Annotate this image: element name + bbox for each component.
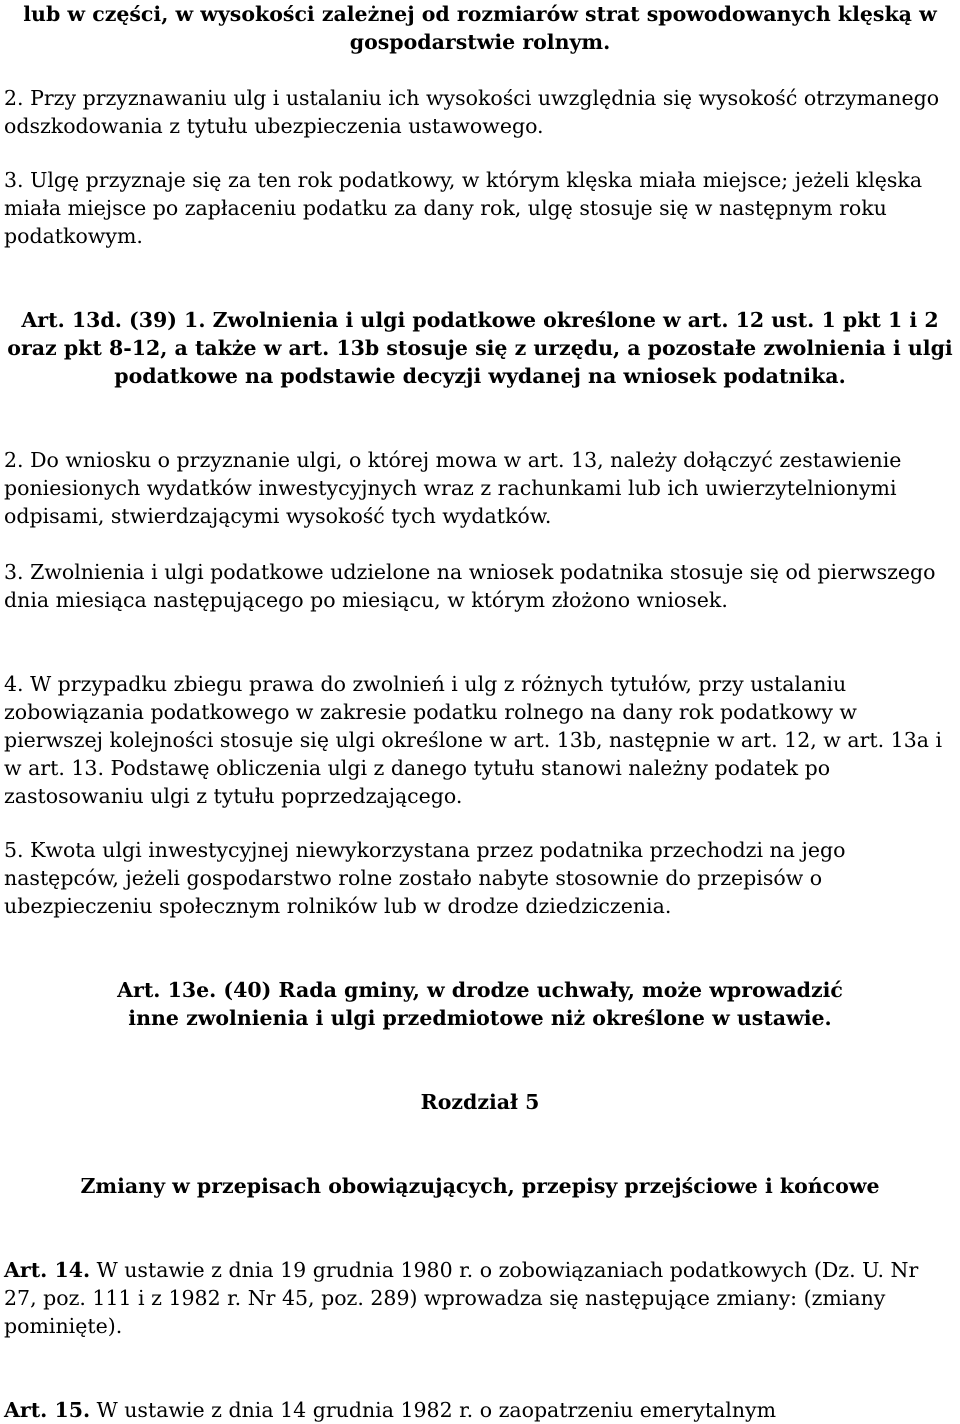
article-14 bbox=[4, 1256, 956, 1340]
article-15-text: W ustawie z dnia 14 grudnia 1982 r. o zaopatrzeniu emerytalnym bbox=[90, 1398, 777, 1422]
chapter-title: Zmiany w przepisach obowiązujących, przepisy przejściowe i końcowe bbox=[80, 1174, 880, 1198]
article-13d-paragraph-5: 5. Kwota ulgi inwestycyjnej niewykorzystana przez podatnika przechodzi na jego następców, jeżeli gospodarstwo rolne zostało nabyte stosownie do przepisów o ubezpieczeniu społecznym rolników lub w drodze dziedziczenia. bbox=[4, 838, 846, 918]
paragraph-3: 3. Ulgę przyznaje się za ten rok podatkowy, w którym klęska miała miejsce; jeżeli klęska miała miejsce po zapłaceniu podatku za dany rok, ulgę stosuje się w następnym roku podatkowym. bbox=[4, 168, 923, 248]
article-14-text: W ustawie z dnia 19 grudnia 1980 r. o zobowiązaniach podatkowych (Dz. U. Nr 27, poz. 111 i z 1982 r. Nr 45, poz. 289) wprowadza się następujące zmiany: (zmiany pominięte). bbox=[4, 1258, 919, 1338]
article-13d-paragraph-4: 4. W przypadku zbiegu prawa do zwolnień i ulg z różnych tytułów, przy ustalaniu zobowiązania podatkowego w zakresie podatku rolnego na dany rok podatkowy w pierwszej kolejności stosuje się ulgi określone w art. 13b, następnie w art. 12, w art. 13a i w art. 13. Podstawę obliczenia ulgi z danego tytułu stanowi należny podatek po zastosowaniu ulgi z tytułu poprzedzającego. bbox=[4, 672, 943, 808]
article-14-label: Art. 14. bbox=[4, 1258, 91, 1282]
paragraph-continuation: lub w części, w wysokości zależnej od rozmiarów strat spowodowanych klęską w gospodarstwie rolnym. bbox=[23, 2, 937, 54]
article-15 bbox=[4, 1396, 956, 1424]
chapter-number: Rozdział 5 bbox=[420, 1090, 540, 1114]
paragraph-2: 2. Przy przyznawaniu ulg i ustalaniu ich wysokości uwzględnia się wysokość otrzymanego odszkodowania z tytułu ubezpieczenia ustawowego. bbox=[4, 86, 940, 138]
article-13e-heading: Art. 13e. (40) Rada gminy, w drodze uchwały, może wprowadzić inne zwolnienia i ulgi przedmiotowe niż określone w ustawie. bbox=[117, 978, 843, 1030]
article-13d-paragraph-2: 2. Do wniosku o przyznanie ulgi, o której mowa w art. 13, należy dołączyć zestawienie poniesionych wydatków inwestycyjnych wraz z rachunkami lub ich uwierzytelnionymi odpisami, stwierdzającymi wysokość tych wydatków. bbox=[4, 448, 902, 528]
article-15-label: Art. 15. bbox=[4, 1398, 91, 1422]
article-13d-paragraph-3: 3. Zwolnienia i ulgi podatkowe udzielone na wniosek podatnika stosuje się od pierwszego dnia miesiąca następującego po miesiącu, w którym złożono wniosek. bbox=[4, 560, 936, 612]
article-13d-heading: Art. 13d. (39) 1. Zwolnienia i ulgi podatkowe określone w art. 12 ust. 1 pkt 1 i 2 oraz pkt 8-12, a także w art. 13b stosuje się z urzędu, a pozostałe zwolnienia i ulgi podatkowe na podstawie decyzji wydanej na wniosek podatnika. bbox=[7, 308, 953, 388]
